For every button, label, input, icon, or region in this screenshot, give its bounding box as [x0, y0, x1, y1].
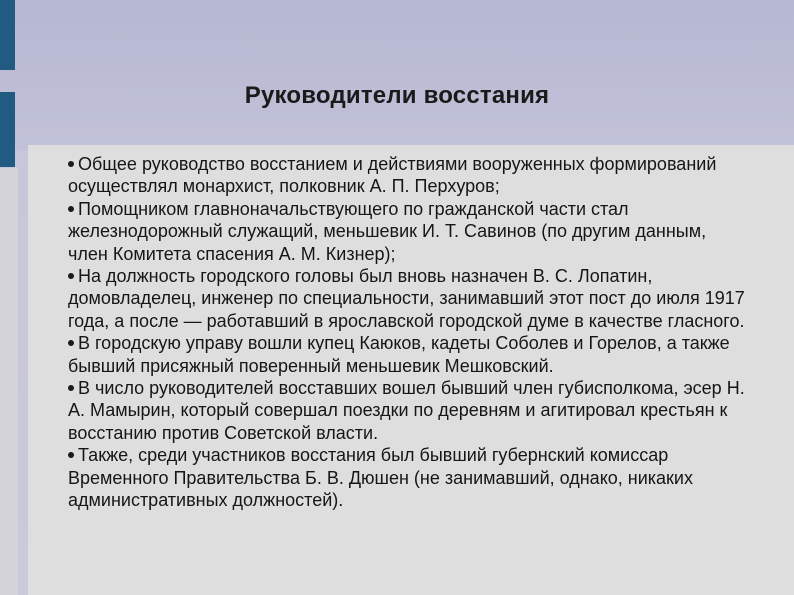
list-item-text: В городскую управу вошли купец Каюков, кадеты Соболев и Горелов, а также бывший присяжный поверенный меньшевик Мешковский.: [68, 333, 730, 376]
list-item-text: Помощником главноначальствующего по гражданской части стал железнодорожный служащий, меньшевик И. Т. Савинов (по другим данным, член Комитета спасения А. М. Кизнер);: [68, 198, 707, 264]
list-item: [68, 198, 748, 265]
bullet-dot-icon: [68, 340, 74, 346]
content-panel: [28, 145, 794, 595]
list-item-text: В число руководителей восставших вошел бывший член губисполкома, эсер Н. А. Мамырин, который совершал поездки по деревням и агитировал крестьян к восстанию против Советской власти.: [68, 378, 745, 443]
slide-title: Руководители восстания: [244, 82, 550, 109]
bullet-dot-icon: [68, 161, 74, 167]
list-item-text: На должность городского головы был вновь назначен В. С. Лопатин, домовладелец, инженер по специальности, занимавший этот пост до июля 1917 года, а после — работавший в ярославской городской думе в качестве гласного.: [68, 266, 745, 331]
list-item: [68, 265, 748, 332]
list-item: [68, 444, 748, 511]
bullet-dot-icon: [68, 273, 74, 279]
side-strip: [0, 168, 18, 595]
bullet-dot-icon: [68, 206, 74, 212]
accent-bar-top: [0, 0, 15, 70]
bullet-dot-icon: [68, 385, 74, 391]
bullet-dot-icon: [68, 452, 74, 458]
title-band: [0, 0, 794, 150]
list-item: [68, 332, 748, 377]
list-item: [68, 153, 748, 198]
list-item: [68, 377, 748, 444]
list-item-text: Общее руководство восстанием и действиями вооруженных формирований осуществлял монархист, полковник А. П. Перхуров;: [68, 154, 717, 197]
list-item-text: Также, среди участников восстания был бывший губернский комиссар Временного Правительства Б. В. Дюшен (не занимавший, однако, никаких административных должностей).: [68, 445, 693, 511]
bullet-list: [68, 153, 748, 512]
